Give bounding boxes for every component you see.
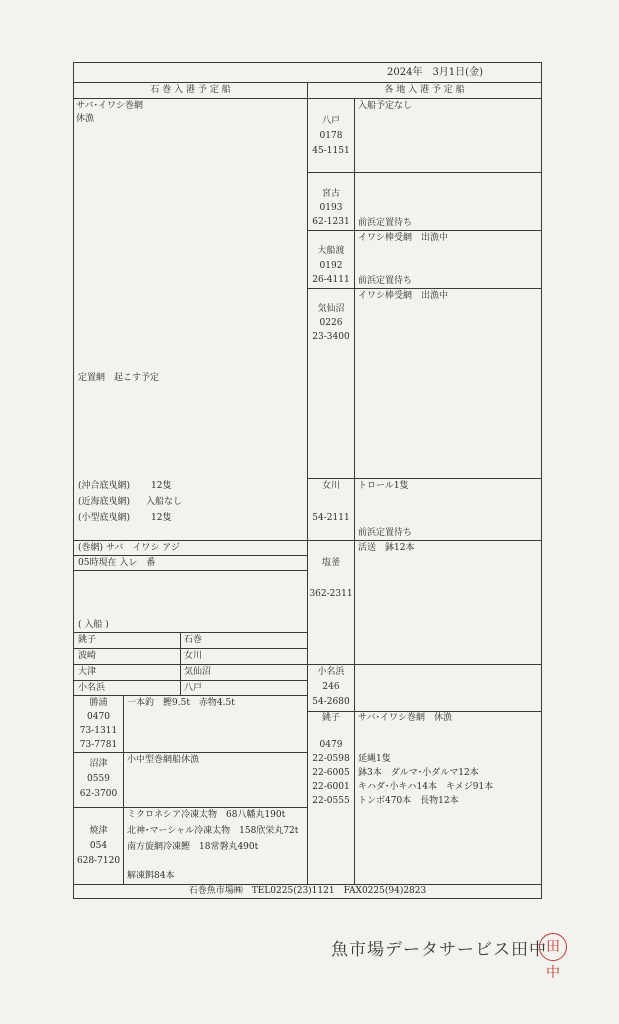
trawl-value: 12隻 (151, 513, 172, 523)
row-line (73, 555, 308, 556)
choshi-name: 銚子 (321, 713, 340, 723)
ofunato-tel: 0192 (319, 261, 343, 271)
trawl-name: (近海底曳網) (78, 497, 131, 507)
choshi-tel: 22-6005 (312, 768, 350, 778)
row-line (73, 664, 308, 665)
row-line (73, 570, 308, 571)
trawl-value: 入船なし (146, 497, 183, 507)
row-line (73, 807, 308, 808)
trawl-name: (沖合底曳網) (78, 481, 131, 491)
katsuura-tel: 0470 (87, 712, 110, 722)
hanko-seal: 田中 (539, 933, 567, 961)
miyako-name: 宮古 (321, 189, 340, 199)
shiogama-info: 活送 鉢12本 (358, 543, 415, 553)
row-line (73, 752, 308, 753)
makiami-status-value: 休漁 (76, 114, 95, 124)
numazu-name: 沼津 (89, 759, 108, 769)
numazu-tel: 0559 (87, 774, 110, 784)
port-name: 銚子 (78, 635, 97, 645)
choshi-tel: 22-0598 (312, 754, 350, 764)
right-inner-divider (354, 98, 355, 884)
yaizu-thaw: 解凍餌84本 (127, 871, 175, 881)
frame-top (73, 62, 542, 63)
yaizu-tel: 054 (89, 841, 108, 851)
port-name: 石巻 (184, 635, 203, 645)
yaizu-name: 焼津 (89, 826, 108, 836)
hachinohe-name: 八戸 (321, 116, 340, 126)
choshi-info: サバ･イワシ巻網 休漁 (358, 713, 452, 723)
frame-bottom (73, 898, 542, 899)
kesennuma-tel: 0226 (319, 318, 343, 328)
signature: 魚市場データサービス田中 (331, 940, 547, 960)
row-line (307, 540, 542, 541)
choshi-info: トンボ470本 長物12本 (358, 796, 459, 806)
choshi-info: 延縄1隻 (358, 754, 391, 764)
row-line (73, 648, 308, 649)
port-name: 気仙沼 (184, 667, 212, 677)
katsuura-name: 勝浦 (89, 698, 108, 708)
hachinohe-tel: 0178 (319, 131, 343, 141)
onagawa-name: 女川 (321, 481, 340, 491)
makiami-status-label: サバ･イワシ巻網 (76, 101, 143, 111)
row-line (307, 288, 542, 289)
shiogama-name: 塩釜 (321, 558, 340, 568)
onahama-name: 小名浜 (317, 667, 345, 677)
onagawa-tel: 54-2111 (312, 513, 350, 523)
nyusen-label: ( 入船 ) (78, 620, 109, 630)
ofunato-info: イワシ棒受網 出漁中 (358, 233, 449, 243)
kesennuma-tel: 23-3400 (312, 332, 350, 342)
makiami-time: 05時現在 入レ 番 (78, 558, 156, 568)
choshi-tel: 22-6001 (312, 782, 350, 792)
footer-contact: 石巻魚市場㈱ TEL0225(23)1121 FAX0225(94)2823 (188, 886, 427, 896)
left-section-title: 石 巻 入 港 予 定 船 (150, 85, 231, 95)
miyako-tel: 62-1231 (312, 217, 350, 227)
row-line (307, 478, 542, 479)
ports-divider (180, 632, 181, 696)
teichi-note: 定置網 起こす予定 (78, 373, 160, 383)
yaizu-info: 北神･マーシャル冷凍太物 158欣栄丸72t (127, 826, 299, 836)
choshi-tel: 0479 (319, 740, 343, 750)
kesennuma-info: イワシ棒受網 出漁中 (358, 291, 449, 301)
yaizu-info: 南方旋網冷凍鰹 18常磐丸490t (127, 842, 259, 852)
kesennuma-name: 気仙沼 (317, 304, 345, 314)
ofunato-tel: 26-4111 (312, 275, 350, 285)
boxes-divider (123, 695, 124, 884)
footer-line (73, 884, 542, 885)
onagawa-info: トロール1隻 (358, 481, 409, 491)
trawl-value: 12隻 (151, 481, 172, 491)
right-section-title: 各 地 入 港 予 定 船 (384, 85, 465, 95)
ofunato-info: 前浜定置待ち (358, 276, 413, 286)
frame-right (541, 62, 542, 899)
onahama-tel: 54-2680 (312, 697, 350, 707)
trawl-name: (小型底曳網) (78, 513, 131, 523)
choshi-info: 鉢3本 ダルマ･小ダルマ12本 (358, 768, 479, 778)
katsuura-tel: 73-7781 (79, 740, 118, 750)
hachinohe-info: 入船予定なし (358, 101, 413, 111)
numazu-tel: 62-3700 (79, 789, 118, 799)
shiogama-tel: 362-2311 (309, 589, 353, 599)
report-date: 2024年 3月1日(金) (387, 67, 483, 78)
miyako-tel: 0193 (319, 203, 343, 213)
row-line (73, 632, 308, 633)
hachinohe-tel: 45-1151 (312, 146, 350, 156)
row-line (307, 664, 542, 665)
ofunato-name: 大船渡 (317, 246, 345, 256)
makiami-label: (巻網) サバ イワシ アジ (78, 543, 180, 553)
row-line (307, 711, 542, 712)
katsuura-tel: 73-1311 (79, 726, 118, 736)
yaizu-tel: 628-7120 (76, 856, 121, 866)
row-line (73, 680, 308, 681)
yaizu-info: ミクロネシア冷凍太物 68八幡丸190t (127, 810, 286, 820)
choshi-tel: 22-0555 (312, 796, 350, 806)
port-name: 女川 (184, 651, 203, 661)
miyako-info: 前浜定置待ち (358, 218, 413, 228)
port-name: 大津 (78, 667, 97, 677)
row-line (307, 172, 542, 173)
row-line (73, 540, 308, 541)
katsuura-info: 一本釣 鰹9.5t 赤物4.5t (127, 698, 235, 708)
port-name: 八戸 (184, 683, 203, 693)
numazu-info: 小中型巻網船休漁 (127, 755, 200, 765)
port-name: 波崎 (78, 651, 97, 661)
onahama-tel: 246 (322, 682, 340, 692)
row-line (73, 695, 308, 696)
row-line (307, 230, 542, 231)
choshi-info: キハダ･小キハ14本 キメジ91本 (358, 782, 494, 792)
onagawa-info: 前浜定置待ち (358, 528, 413, 538)
port-name: 小名浜 (78, 683, 106, 693)
